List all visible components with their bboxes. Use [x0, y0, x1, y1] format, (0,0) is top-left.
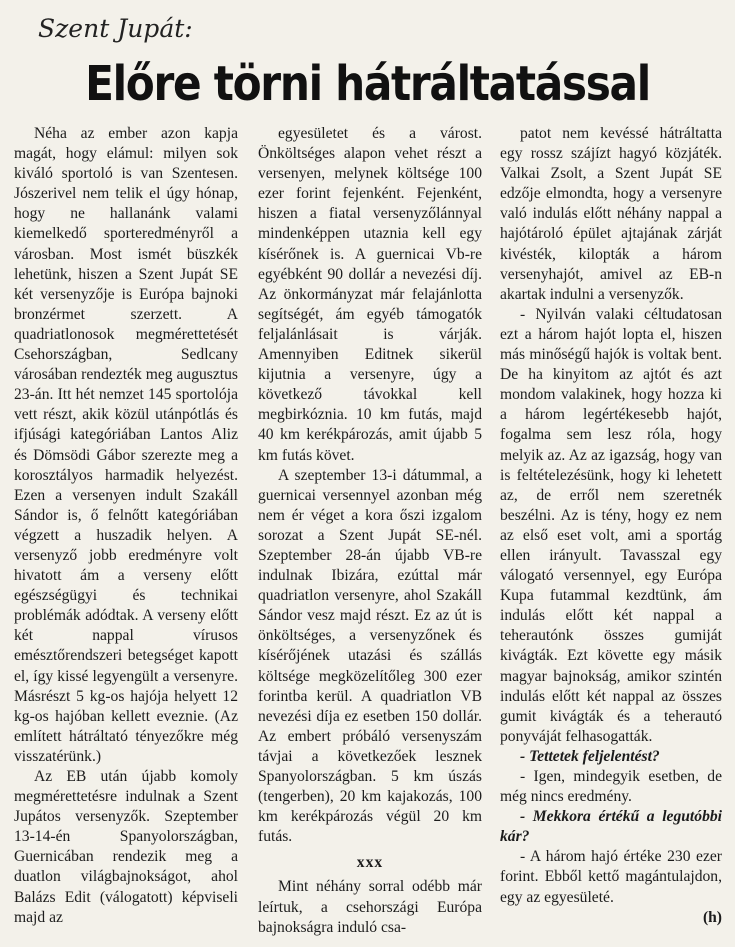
- paragraph: Mint néhány sorral odébb már leírtuk, a csehországi Európa bajnokságra induló csa-: [258, 878, 482, 936]
- article-kicker: Szent Jupát:: [38, 14, 193, 43]
- paragraph: patot nem kevéssé hátráltatta egy rossz szájízt hagyó közjáték. Valkai Zsolt, a Szent Jupát SE edzője elmondta, hogy a versenyre való indulás előtt néhány nappal a hajótároló épület ajtajának zárját kivésték, kilopták a három versenyhajót, amivel az EB-n akartak indulni a versenyzők.: [500, 125, 722, 303]
- article-column-1: [14, 124, 238, 928]
- article-column-3: [500, 124, 722, 928]
- article-column-2: [258, 124, 482, 938]
- paragraph: Néha az ember azon kapja magát, hogy elámul: milyen sok kiváló sportoló is van Szentesen. Jószerivel nem telik el úgy hónap, hogy ne hallanánk valami kiemelkedő sporteredményről a városban. Most ismét büszkék lehetünk, hiszen a Szent Jupát SE két versenyzője is Európa bajnoki bronzérmet szerzett. A quadriatlonosok megmérettetését Csehországban, Sedlcany városában rendezték meg augusztus 23-án. Itt hét nemzet 145 sportolója vett részt, akik közül utánpótlás és ifjúsági kategóriában Lantos Aliz és Dömsödi Gábor szerezte meg a korosztályos harmadik helyezést. Ezen a versenyen indult Szakáll Sándor is, ő felnőtt kategóriában végzett a huszadik helyen. A versenyző jobb eredményre volt hivatott ám a verseny előtt egészségügyi és technikai problémák adódtak. A verseny előtt két nappal vírusos emésztőrendszeri betegséget kapott el, így kissé legyengült a versenyre. Másrészt 5 kg-os hajója helyett 12 kg-os hajóban kellett eveznie. (Az említett hátráltató tényezőkre még visszatérünk.): [14, 125, 238, 765]
- interview-question: - Mekkora értékű a legutóbbi kár?: [500, 808, 722, 846]
- paragraph: A szeptember 13-i dátummal, a guernicai versennyel azonban még nem ér véget a kora őszi izgalom sorozat a Szent Jupát SE-nél. Szeptember 28-án újabb VB-re indulnak Ibizára, ezúttal már quadriatlon versenyre, ahol Szakáll Sándor vesz majd részt. Ez az út is önköltséges, a versenyzőnek és kísérőjének utazási és szállás költsége megközelítőleg 300 ezer forintba kerül. A quadriatlon VB nevezési díja ez esetben 150 dollár. Az embert próbáló versenyszám távjai a következőek lesznek Spanyolországban. 5 km úszás (tengerben), 20 km kajakozás, 100 km kerékpározás végül 20 km futás.: [258, 466, 482, 846]
- author-signature: (h): [702, 908, 722, 926]
- paragraph: Az EB után újabb komoly megmérettetésre indulnak a Szent Jupátos versenyzők. Szeptember 13-14-én Spanyolországban, Guernicában rendezik meg a duatlon világbajnokságot, ahol Balázs Edit (válogatott) képviseli majd az: [14, 768, 238, 926]
- interview-answer: - A három hajó értéke 230 ezer forint. Ebből kettő magántulajdon, egy az egyesületé.: [500, 848, 722, 906]
- article-headline: Előre törni hátráltatással: [85, 56, 650, 112]
- paragraph: - Nyilván valaki céltudatosan ezt a három hajót lopta el, hiszen más minőségű hajók is voltak bent. De ha kinyitom az ajtót és azt mondom valakinek, hogy hozza ki a három legértékesebb hajót, fogalma sem lesz róla, hogy melyik az. Az az igazság, hogy van is feltételezésünk, hogy ki lehetett az, de erről nem szeretnék beszélni. Az is tény, hogy ez nem az első eset volt, ami a sportág ellen irányult. Tavasszal egy válogató versennyel, egy Európa Kupa futammal kezdtünk, ám indulás előtt két nappal a teherautónk összes gumiját kivágták. Ezt követte egy másik magyar bajnokság, amikor szintén indulás előtt két nappal az összes gumit kivágták és a teherautó ponyváját felhasogatták.: [500, 305, 722, 745]
- section-separator: xxx: [356, 854, 384, 872]
- paragraph: egyesületet és a várost. Önköltséges alapon vehet részt a versenyen, melynek költsége 100 ezer forint fejenként. Fejenként, hiszen a fiatal versenyzőlánnyal mindenképpen utaznia kell egy kísérőnek is. A guernicai Vb-re egyébként 90 dollár a nevezési díj. Az önkormányzat már felajánlotta segítségét, ám egyéb támogatók feljalánlásait is várják. Amennyiben Editnek sikerül kijutnia a versenyre, úgy a következő távokkal kell megbirkóznia. 10 km futás, majd 40 km kerékpározás, amit újabb 5 km futás követ.: [258, 125, 482, 464]
- interview-question: - Tettetek feljelentést?: [520, 747, 660, 765]
- interview-answer: - Igen, mindegyik esetben, de még nincs eredmény.: [500, 768, 722, 806]
